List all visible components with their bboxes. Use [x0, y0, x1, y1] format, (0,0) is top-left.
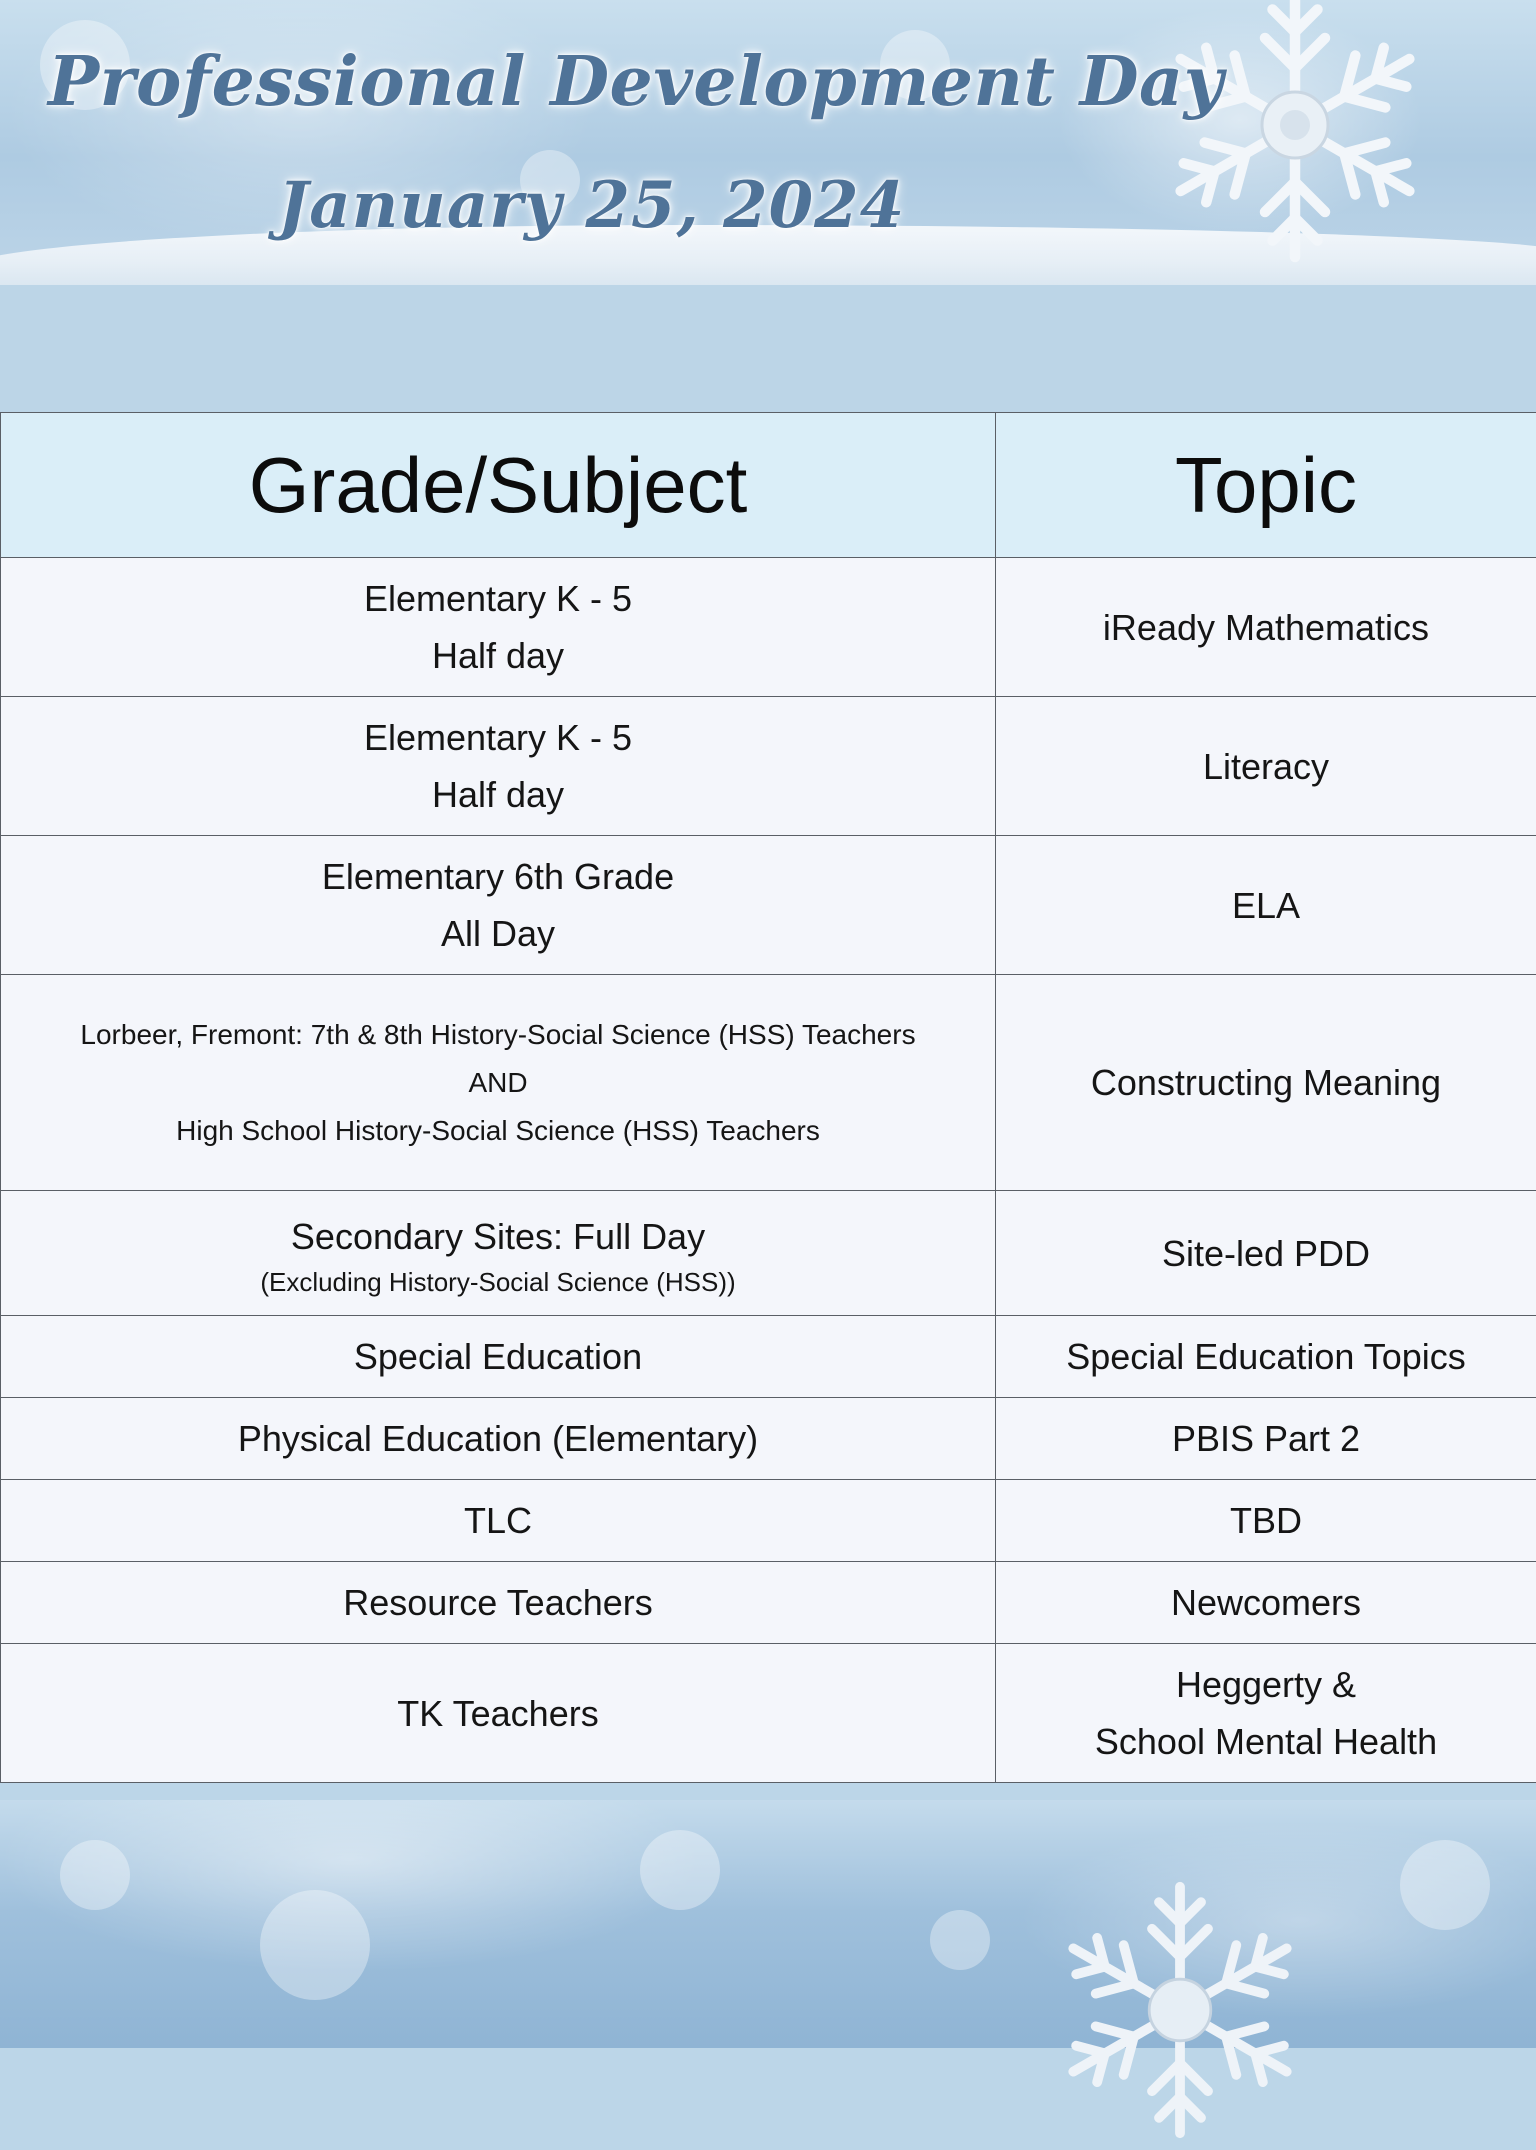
table-row [1, 558, 1536, 697]
grade-cell [1, 1316, 996, 1398]
grade-cell [1, 1480, 996, 1562]
bokeh-light [60, 1840, 130, 1910]
table-row [1, 1316, 1536, 1398]
table-row [1, 697, 1536, 836]
bokeh-light [930, 1910, 990, 1970]
topic-cell [996, 697, 1536, 836]
topic-text: Heggerty & [1006, 1656, 1526, 1713]
grade-note: (Excluding History-Social Science (HSS)) [11, 1265, 985, 1299]
topic-cell [996, 1398, 1536, 1480]
table-row [1, 1562, 1536, 1644]
topic-text: Literacy [1006, 738, 1526, 795]
grade-cell [1, 975, 996, 1191]
bokeh-light [1400, 1840, 1490, 1930]
grade-subtext: Half day [11, 766, 985, 823]
grade-cell [1, 558, 996, 697]
grade-text: Special Education [11, 1328, 985, 1385]
topic-cell [996, 558, 1536, 697]
topic-cell [996, 1644, 1536, 1783]
grade-subtext: All Day [11, 905, 985, 962]
grade-text: Lorbeer, Fremont: 7th & 8th History-Social Science (HSS) Teachers [11, 1011, 985, 1059]
table-row [1, 1480, 1536, 1562]
header-banner [0, 0, 1536, 285]
grade-cell [1, 1562, 996, 1644]
grade-cell [1, 697, 996, 836]
topic-text: TBD [1006, 1492, 1526, 1549]
grade-text: Secondary Sites: Full Day [11, 1208, 985, 1265]
topic-text: Newcomers [1006, 1574, 1526, 1631]
topic-cell [996, 975, 1536, 1191]
grade-text: High School History-Social Science (HSS) Teachers [11, 1107, 985, 1155]
topic-text: Site-led PDD [1006, 1225, 1526, 1282]
topic-text: ELA [1006, 877, 1526, 934]
grade-subtext: Half day [11, 627, 985, 684]
bokeh-light [260, 1890, 370, 2000]
topic-cell [996, 1480, 1536, 1562]
schedule-table [0, 412, 1536, 1783]
grade-cell [1, 1644, 996, 1783]
grade-text: Elementary K - 5 [11, 709, 985, 766]
grade-text: TLC [11, 1492, 985, 1549]
snowflake-icon [1040, 1870, 1320, 2150]
table-header-row [1, 413, 1536, 558]
table-row [1, 1644, 1536, 1783]
bokeh-light [640, 1830, 720, 1910]
topic-text: iReady Mathematics [1006, 599, 1526, 656]
column-header-grade-subject: Grade/Subject [1, 413, 996, 558]
page-title: Professional Development Day [48, 42, 1224, 122]
grade-cell [1, 1398, 996, 1480]
grade-cell [1, 1191, 996, 1316]
grade-text: Physical Education (Elementary) [11, 1410, 985, 1467]
table-row [1, 836, 1536, 975]
topic-cell [996, 1191, 1536, 1316]
grade-conjunction: AND [11, 1059, 985, 1107]
topic-cell [996, 836, 1536, 975]
grade-text: Elementary 6th Grade [11, 848, 985, 905]
grade-text: TK Teachers [11, 1685, 985, 1742]
topic-text: School Mental Health [1006, 1713, 1526, 1770]
topic-text: Constructing Meaning [1006, 1054, 1526, 1111]
grade-text: Elementary K - 5 [11, 570, 985, 627]
grade-text: Resource Teachers [11, 1574, 985, 1631]
spacer-band [0, 285, 1536, 412]
topic-text: PBIS Part 2 [1006, 1410, 1526, 1467]
topic-cell [996, 1562, 1536, 1644]
topic-cell [996, 1316, 1536, 1398]
table-row [1, 975, 1536, 1191]
table-row [1, 1398, 1536, 1480]
grade-cell [1, 836, 996, 975]
topic-text: Special Education Topics [1006, 1328, 1526, 1385]
table-row [1, 1191, 1536, 1316]
column-header-topic: Topic [996, 413, 1536, 558]
event-date: January 25, 2024 [278, 168, 905, 243]
